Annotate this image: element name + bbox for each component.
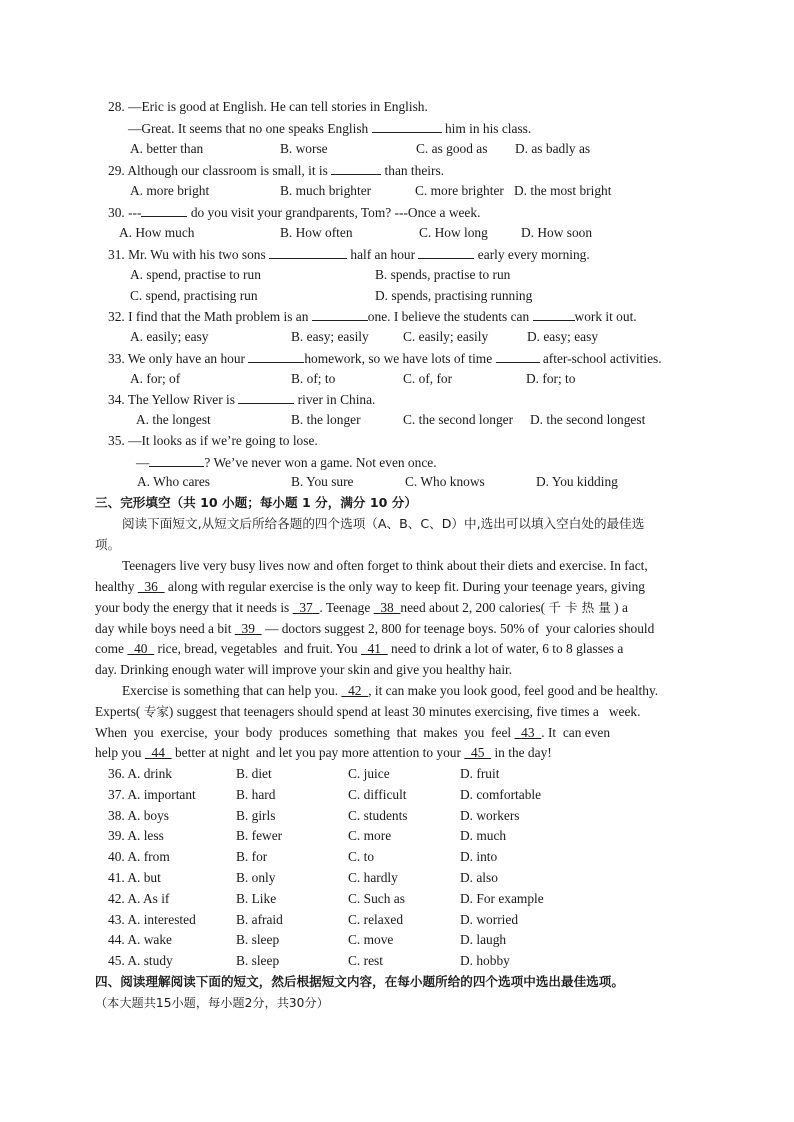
blank-number: 44 [151, 745, 165, 760]
cloze-option-d: D. worried [460, 911, 519, 927]
cloze-option-c: C. Such as [348, 890, 405, 906]
answer-blank [331, 162, 381, 175]
cloze-option-d: D. For example [460, 890, 544, 906]
q32-stem: 32. I find that the Math problem is an one. I believe the students can work it out. [108, 309, 637, 324]
option-d: D. You kidding [536, 474, 618, 489]
option-c: C. Who knows [405, 474, 485, 489]
q28-stem-line2: —Great. It seems that no one speaks English him in his class. [128, 121, 532, 136]
passage-line: help you 44 better at night and let you pay more attention to your 45 in the day! [95, 745, 552, 760]
cloze-option-c: C. more [348, 828, 392, 844]
blank-number: 38 [380, 600, 394, 615]
cloze-option-c: C. juice [348, 766, 390, 781]
answer-blank [238, 391, 294, 404]
q33-stem: 33. We only have an hour homework, so we have lots of time after-school activities. [108, 351, 662, 366]
cloze-option-d: D. workers [460, 807, 520, 823]
cloze-option-c: C. students [348, 807, 408, 823]
answer-blank [533, 308, 575, 321]
cloze-option-c: C. rest [348, 953, 383, 969]
cloze-option-d: D. also [460, 870, 498, 885]
option-b: B. You sure [291, 474, 354, 489]
cloze-option-c: C. relaxed [348, 911, 404, 927]
cloze-option-b: B. girls [236, 807, 276, 823]
section-3-title: 三、完形填空（共 10 小题；每小题 1 分，满分 10 分） [95, 495, 417, 510]
option-a: A. How much [119, 225, 195, 240]
answer-blank [372, 120, 442, 133]
option-c: C. of, for [403, 371, 453, 386]
q31-stem: 31. Mr. Wu with his two sons half an hour early every morning. [108, 247, 590, 262]
cloze-option-a: 45. A. study [108, 953, 173, 969]
answer-blank [418, 246, 474, 259]
blank-number: 42 [348, 683, 362, 698]
section-3-instruction: 阅读下面短文,从短文后所给各题的四个选项（A、B、C、D）中,选出可以填入空白处的最佳选 [122, 516, 645, 531]
option-b: B. easy; easily [291, 329, 369, 344]
option-c: C. more brighter [415, 183, 504, 198]
cloze-option-b: B. fewer [236, 828, 283, 844]
cloze-option-a: 38. A. boys [108, 807, 170, 823]
option-c: C. How long [419, 225, 488, 240]
cloze-option-c: C. hardly [348, 870, 398, 885]
option-d: D. easy; easy [527, 329, 599, 344]
option-b: B. worse [280, 141, 328, 156]
cloze-option-a: 44. A. wake [108, 932, 172, 948]
passage-line: When you exercise, your body produces something that makes you feel 43 . It can even [95, 725, 611, 740]
cloze-option-b: B. diet [236, 766, 272, 781]
q34-stem: 34. The Yellow River is river in China. [108, 392, 376, 407]
blank-number: 41 [367, 641, 381, 656]
option-b: B. How often [280, 225, 353, 240]
option-d: D. spends, practising running [375, 288, 533, 303]
q29-stem: 29. Although our classroom is small, it is than theirs. [108, 163, 445, 178]
cloze-option-c: C. to [348, 849, 375, 865]
blank-number: 37 [299, 600, 313, 615]
cloze-option-b: B. sleep [236, 932, 280, 948]
answer-blank [248, 350, 304, 363]
answer-blank [312, 308, 368, 321]
cloze-option-b: B. for [236, 849, 268, 865]
option-d: D. for; to [526, 371, 576, 386]
cloze-option-b: B. only [236, 870, 276, 885]
blank-number: 39 [241, 621, 255, 636]
answer-blank [269, 246, 347, 259]
option-b: B. the longer [291, 412, 361, 427]
option-d: D. the most bright [514, 183, 612, 198]
cloze-option-d: D. much [460, 828, 507, 844]
cloze-option-d: D. comfortable [460, 786, 542, 802]
passage-line: come 40 rice, bread, vegetables and fruit. You 41 need to drink a lot of water, 6 to 8 glasses a [95, 641, 624, 656]
passage-line: your body the energy that it needs is 37 . Teenage 38 need about 2, 200 calories( 千 卡 热 量 ) a [95, 600, 628, 615]
option-b: B. much brighter [280, 183, 372, 198]
option-a: A. better than [130, 141, 204, 156]
option-a: A. for; of [130, 371, 181, 386]
passage-line: day while boys need a bit 39 — doctors suggest 2, 800 for teenage boys. 50% of your calories should [95, 621, 655, 636]
passage-line: healthy 36 along with regular exercise is the only way to keep fit. During your teenage years, giving [95, 579, 645, 594]
cloze-option-a: 42. A. As if [108, 890, 170, 906]
answer-blank [141, 204, 187, 217]
cloze-option-d: D. into [460, 849, 498, 865]
cloze-option-b: B. hard [236, 786, 276, 802]
cloze-option-b: B. Like [236, 890, 277, 906]
cloze-option-a: 36. A. drink [108, 766, 172, 781]
option-a: A. more bright [130, 183, 210, 198]
passage-line: Teenagers live very busy lives now and often forget to think about their diets and exercise. In fact, [122, 558, 648, 573]
section-4-title: 四、阅读理解阅读下面的短文，然后根据短文内容，在每小题所给的四个选项中选出最佳选项。 [95, 974, 624, 989]
answer-blank [496, 350, 540, 363]
option-c: C. spend, practising run [130, 288, 258, 303]
answer-blank [149, 454, 204, 467]
section-3-instruction-cont: 项。 [95, 537, 121, 552]
option-a: A. Who cares [137, 474, 211, 489]
q35-stem: 35. —It looks as if we’re going to lose. [108, 433, 318, 448]
blank-number: 40 [134, 641, 148, 656]
option-a: A. spend, practise to run [130, 267, 261, 282]
option-a: A. easily; easy [130, 329, 209, 344]
cloze-option-a: 39. A. less [108, 828, 164, 844]
cloze-option-b: B. afraid [236, 911, 283, 927]
cloze-option-a: 41. A. but [108, 870, 161, 885]
blank-number: 45 [471, 745, 485, 760]
section-4-note: （本大题共15小题，每小题2分，共30分） [95, 996, 329, 1010]
cloze-option-c: C. move [348, 932, 394, 948]
option-d: D. the second longest [530, 412, 646, 427]
option-d: D. as badly as [515, 141, 591, 156]
cloze-option-d: D. hobby [460, 953, 510, 969]
q30-stem: 30. --- do you visit your grandparents, Tom? ---Once a week. [108, 205, 481, 220]
blank-number: 36 [144, 579, 158, 594]
option-b: B. spends, practise to run [375, 267, 511, 282]
cloze-option-b: B. sleep [236, 953, 280, 969]
option-a: A. the longest [136, 412, 211, 427]
cloze-option-c: C. difficult [348, 786, 407, 802]
passage-line: Experts( 专家) suggest that teenagers should spend at least 30 minutes exercising, five times a week. [95, 704, 641, 719]
option-b: B. of; to [291, 371, 336, 386]
option-c: C. the second longer [403, 412, 514, 427]
cloze-option-a: 37. A. important [108, 786, 196, 802]
option-c: C. as good as [416, 141, 488, 156]
cloze-option-d: D. fruit [460, 766, 500, 781]
option-d: D. How soon [521, 225, 593, 240]
cloze-option-a: 43. A. interested [108, 911, 196, 927]
cloze-option-d: D. laugh [460, 932, 507, 948]
blank-number: 43 [521, 725, 535, 740]
q35-stem-line2: — ? We’ve never won a game. Not even once. [136, 455, 437, 470]
q28-stem: 28. —Eric is good at English. He can tell stories in English. [108, 99, 428, 114]
cloze-option-a: 40. A. from [108, 849, 170, 865]
passage-line: Exercise is something that can help you. 42 , it can make you look good, feel good and be healthy. [122, 683, 659, 698]
option-c: C. easily; easily [403, 329, 489, 344]
passage-line: day. Drinking enough water will improve your skin and give you healthy hair. [95, 662, 513, 677]
